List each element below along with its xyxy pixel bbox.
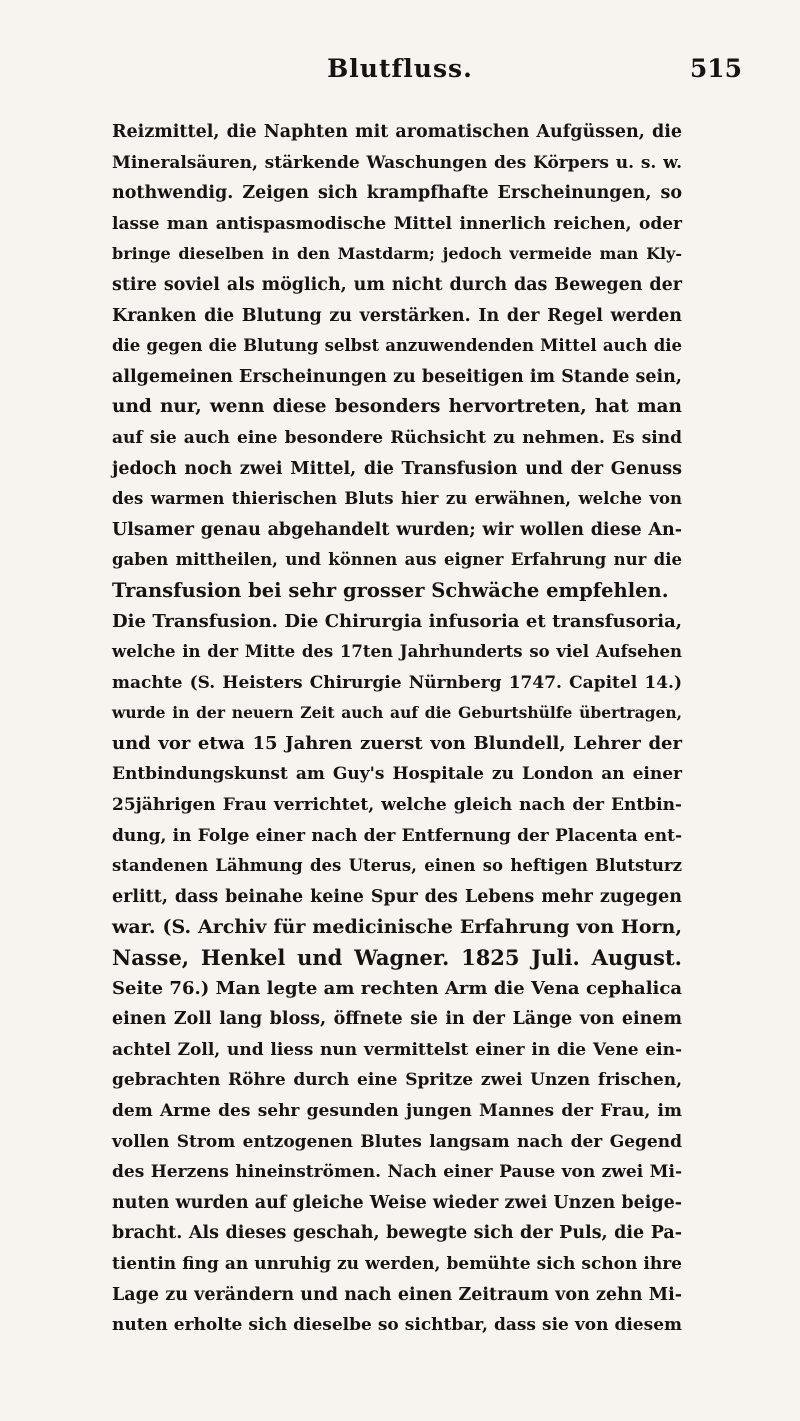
text-line: dung, in Folge einer nach der Entfernung der Placenta ent- [112,825,682,846]
text-line: gebrachten Röhre durch eine Spritze zwei Unzen frischen, [112,1070,682,1091]
text-line: jedoch noch zwei Mittel, die Transfusion und der Genuss [112,458,682,479]
body-text [112,117,682,1341]
text-line: einen Zoll lang bloss, öffnete sie in der Länge von einem [112,1009,682,1030]
running-title: Blutfluss. [327,54,473,83]
text-line: die gegen die Blutung selbst anzuwendenden Mittel auch die [112,336,682,356]
text-line: nuten erholte sich dieselbe so sichtbar, dass sie von diesem [112,1315,682,1336]
text-line: des warmen thierischen Bluts hier zu erwähnen, welche von [112,489,682,509]
text-line: des Herzens hineinströmen. Nach einer Pause von zwei Mi- [112,1162,682,1183]
text-line: welche in der Mitte des 17ten Jahrhunderts so viel Aufsehen [112,642,682,662]
text-line: Kranken die Blutung zu verstärken. In der Regel werden [112,305,682,326]
text-line: war. (S. Archiv für medicinische Erfahrung von Horn, [112,916,682,939]
text-line: gaben mittheilen, und können aus eigner Erfahrung nur die [112,550,682,570]
text-line: und vor etwa 15 Jahren zuerst von Blundell, Lehrer der [112,732,682,754]
text-line: bracht. Als dieses geschah, bewegte sich der Puls, die Pa- [112,1223,682,1244]
text-line: 25jährigen Frau verrichtet, welche gleich nach der Entbin- [112,795,682,816]
text-line: lasse man antispasmodische Mittel innerlich reichen, oder [112,213,682,234]
page-header [0,50,800,90]
text-line: auf sie auch eine besondere Rüchsicht zu nehmen. Es sind [112,427,682,448]
text-line: nothwendig. Zeigen sich krampfhafte Erscheinungen, so [112,183,682,204]
text-line: Mineralsäuren, stärkende Waschungen des Körpers u. s. w. [112,152,682,173]
text-line: Lage zu verändern und nach einen Zeitraum von zehn Mi- [112,1284,682,1305]
text-line: Transfusion bei sehr grosser Schwäche empfehlen. [112,578,669,602]
text-line: Entbindungskunst am Guy's Hospitale zu London an einer [112,764,682,785]
text-line: stire soviel als möglich, um nicht durch das Bewegen der [112,274,682,295]
text-line: dem Arme des sehr gesunden jungen Mannes der Frau, im [112,1101,682,1121]
text-line: Nasse, Henkel und Wagner. 1825 Juli. August. [112,945,682,971]
page-number: 515 [689,54,742,83]
text-line: Die Transfusion. Die Chirurgia infusoria et transfusoria, [112,610,682,632]
text-line: nuten wurden auf gleiche Weise wieder zwei Unzen beige- [112,1192,682,1213]
text-line: und nur, wenn diese besonders hervortreten, hat man [112,396,682,418]
text-line: Ulsamer genau abgehandelt wurden; wir wollen diese An- [112,519,682,540]
text-line: allgemeinen Erscheinungen zu beseitigen im Stande sein, [112,366,682,387]
text-line: standenen Lähmung des Uterus, einen so heftigen Blutsturz [112,856,682,876]
text-line: Reizmittel, die Naphten mit aromatischen Aufgüssen, die [112,122,682,142]
text-line: achtel Zoll, und liess nun vermittelst einer in die Vene ein- [112,1039,682,1060]
text-line: erlitt, dass beinahe keine Spur des Lebens mehr zugegen [112,886,682,907]
text-line: machte (S. Heisters Chirurgie Nürnberg 1747. Capitel 14.) [112,672,682,693]
text-line: Seite 76.) Man legte am rechten Arm die Vena cephalica [112,977,682,999]
text-line: tientin fing an unruhig zu werden, bemühte sich schon ihre [112,1253,682,1274]
text-line: wurde in der neuern Zeit auch auf die Geburtshülfe übertragen, [112,703,682,723]
text-line: vollen Strom entzogenen Blutes langsam nach der Gegend [112,1131,682,1152]
text-line: bringe dieselben in den Mastdarm; jedoch vermeide man Kly- [112,244,682,264]
